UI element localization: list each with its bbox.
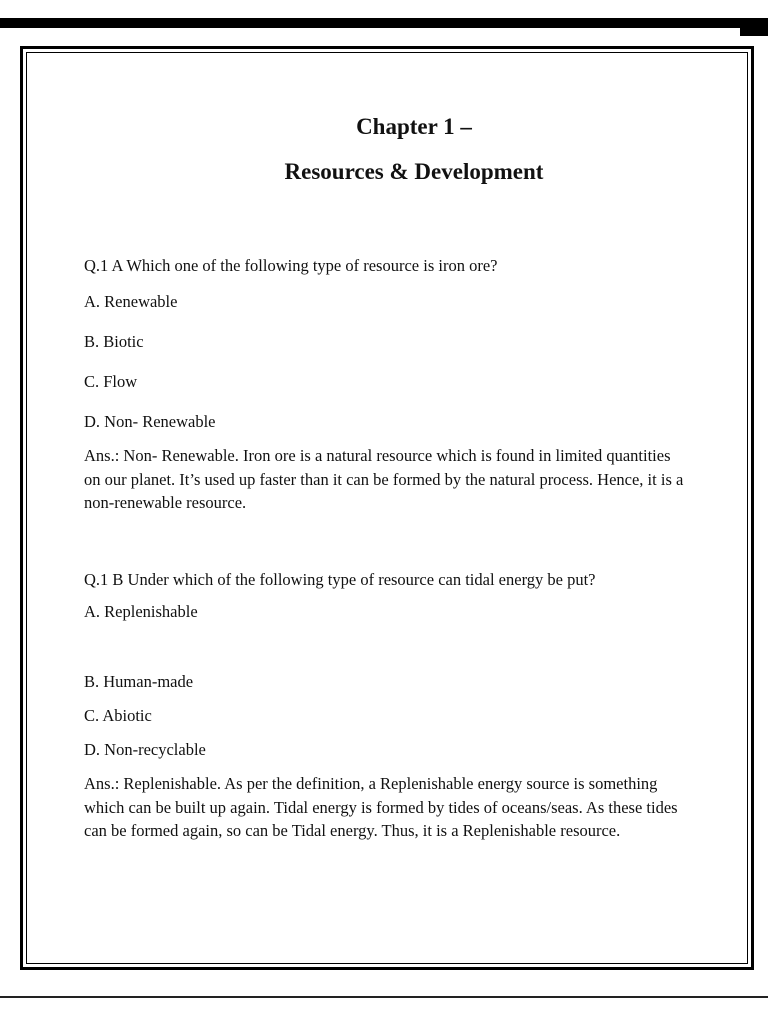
top-border-corner bbox=[740, 28, 768, 36]
chapter-title: Chapter 1 – bbox=[356, 114, 472, 139]
option-c: C. Flow bbox=[84, 372, 138, 391]
option-a: A. Replenishable bbox=[84, 602, 198, 621]
question-block-1b bbox=[84, 568, 684, 843]
option-b: B. Biotic bbox=[84, 332, 144, 351]
option-b: B. Human-made bbox=[84, 672, 194, 691]
answer-text: Ans.: Non- Renewable. Iron ore is a natural resource which is found in limited quantities on our planet. It’s used up faster than it can be formed by the natural process. Hence, it is a non-renewable resource. bbox=[84, 446, 684, 512]
option-a: A. Renewable bbox=[84, 292, 178, 311]
top-border-bar bbox=[0, 18, 768, 28]
question-text: Q.1 A Which one of the following type of resource is iron ore? bbox=[84, 256, 498, 275]
option-d: D. Non- Renewable bbox=[84, 412, 216, 431]
chapter-subtitle: Resources & Development bbox=[284, 159, 544, 184]
question-block-1a bbox=[84, 254, 684, 515]
bottom-rule bbox=[0, 996, 768, 998]
option-c: C. Abiotic bbox=[84, 706, 152, 725]
question-text: Q.1 B Under which of the following type of resource can tidal energy be put? bbox=[84, 570, 596, 589]
option-d: D. Non-recyclable bbox=[84, 740, 206, 759]
answer-text: Ans.: Replenishable. As per the definition, a Replenishable energy source is something which can be built up again. Tidal energy is formed by tides of oceans/seas. As these tides can be formed again, so can be Tidal energy. Thus, it is a Replenishable resource. bbox=[84, 774, 678, 840]
